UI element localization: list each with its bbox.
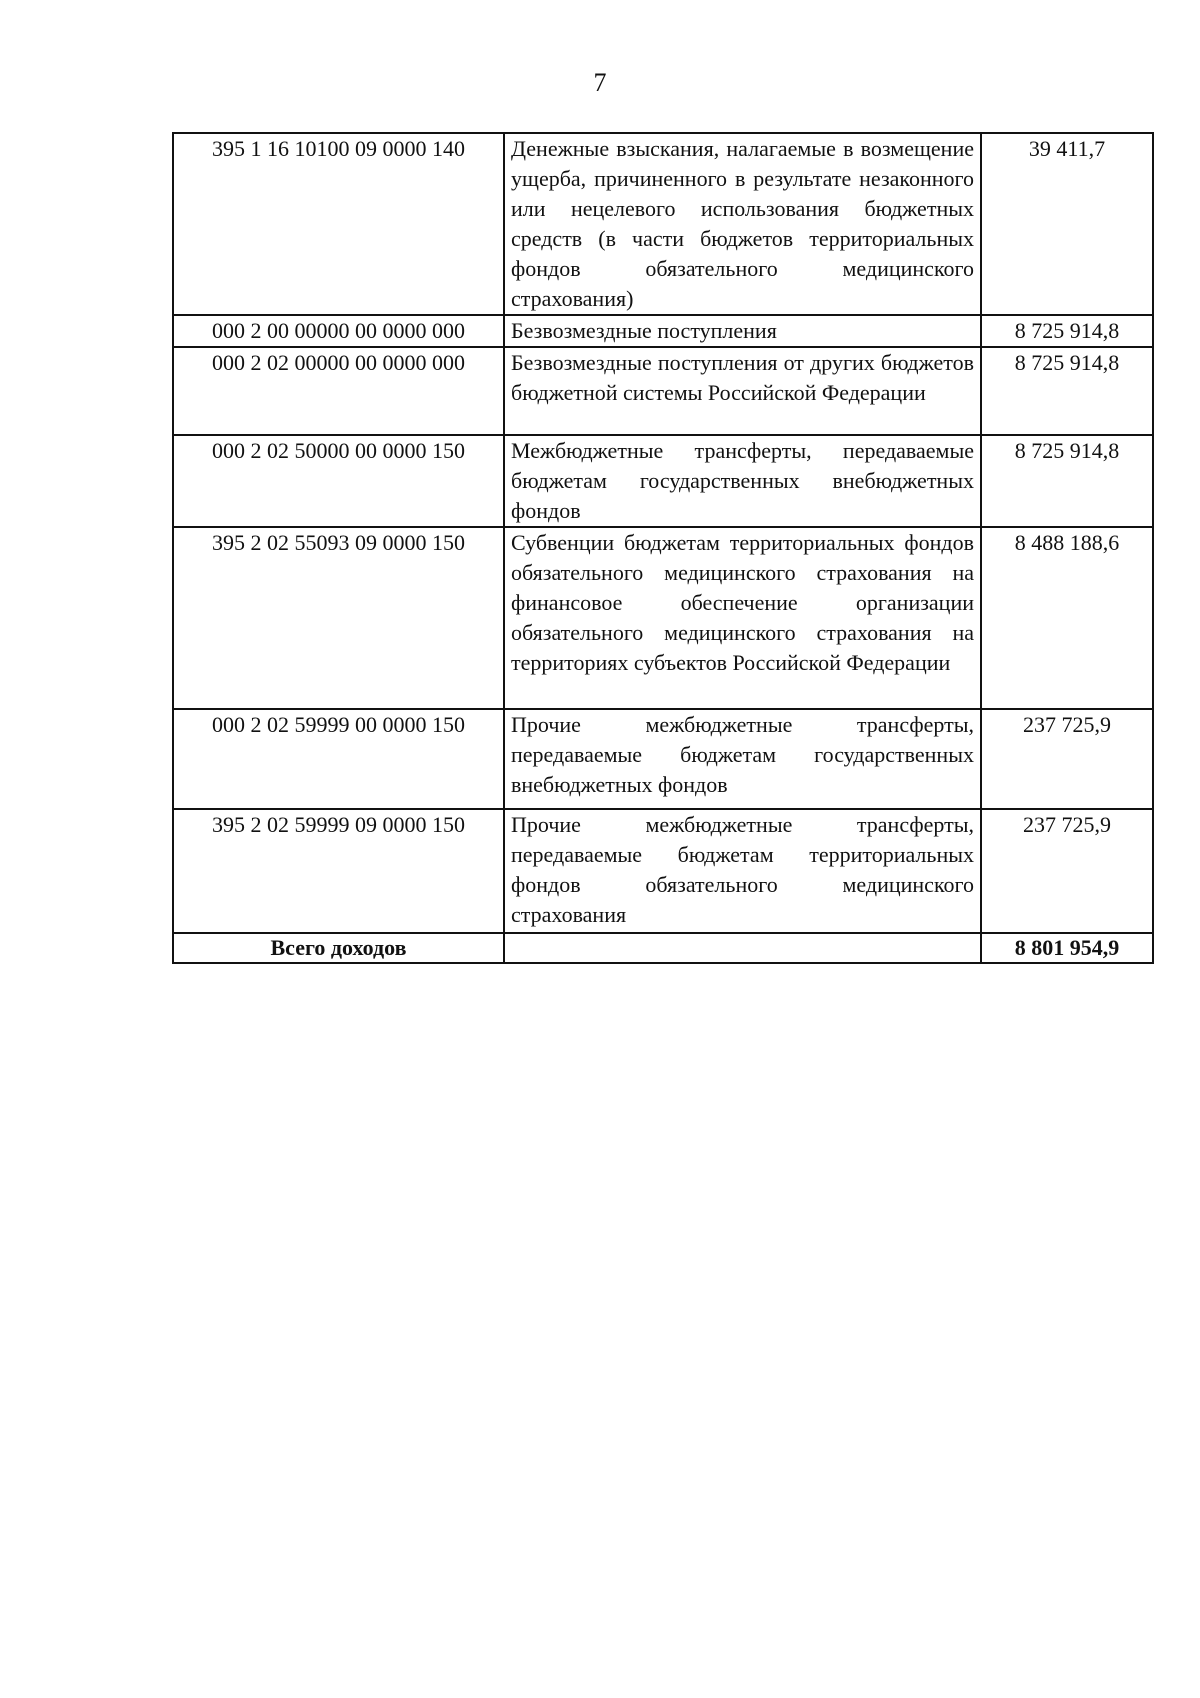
- page-number: 7: [593, 68, 607, 97]
- budget-code-cell: 000 2 02 50000 00 0000 150: [173, 435, 504, 527]
- table-row: [173, 809, 1153, 933]
- total-label-cell: Всего доходов: [173, 933, 504, 963]
- budget-code-cell: 395 1 16 10100 09 0000 140: [173, 133, 504, 315]
- revenue-name-cell: Межбюджетные трансферты, передаваемые бюджетам государственных внебюджетных фондов: [504, 435, 981, 527]
- revenue-table: [172, 132, 1154, 964]
- table-row: [173, 347, 1153, 435]
- budget-code-cell: 000 2 02 59999 00 0000 150: [173, 709, 504, 809]
- table-row: [173, 315, 1153, 347]
- budget-code-cell: 000 2 02 00000 00 0000 000: [173, 347, 504, 435]
- total-name-cell: [504, 933, 981, 963]
- table-row: [173, 527, 1153, 709]
- total-row: [173, 933, 1153, 963]
- amount-cell: 237 725,9: [981, 809, 1153, 933]
- amount-cell: 8 488 188,6: [981, 527, 1153, 709]
- budget-code-cell: 395 2 02 59999 09 0000 150: [173, 809, 504, 933]
- amount-cell: 8 725 914,8: [981, 315, 1153, 347]
- table-row: [173, 435, 1153, 527]
- revenue-name-cell: Безвозмездные поступления: [504, 315, 981, 347]
- table-row: [173, 133, 1153, 315]
- revenue-name-cell: Прочие межбюджетные трансферты, передаваемые бюджетам государственных внебюджетных фондов: [504, 709, 981, 809]
- budget-code-cell: 000 2 00 00000 00 0000 000: [173, 315, 504, 347]
- revenue-name-cell: Безвозмездные поступления от других бюджетов бюджетной системы Российской Федерации: [504, 347, 981, 435]
- budget-code-cell: 395 2 02 55093 09 0000 150: [173, 527, 504, 709]
- revenue-name-cell: Субвенции бюджетам территориальных фондов обязательного медицинского страхования на финансовое обеспечение организации обязательного медицинского страхования на территориях субъектов Российской Федерации: [504, 527, 981, 709]
- amount-cell: 39 411,7: [981, 133, 1153, 315]
- revenue-name-cell: Денежные взыскания, налагаемые в возмещение ущерба, причиненного в результате незаконного или нецелевого использования бюджетных средств (в части бюджетов территориальных фондов обязательного медицинского страхования): [504, 133, 981, 315]
- total-amount-cell: 8 801 954,9: [981, 933, 1153, 963]
- amount-cell: 8 725 914,8: [981, 347, 1153, 435]
- revenue-name-cell: Прочие межбюджетные трансферты, передаваемые бюджетам территориальных фондов обязательного медицинского страхования: [504, 809, 981, 933]
- amount-cell: 237 725,9: [981, 709, 1153, 809]
- table-row: [173, 709, 1153, 809]
- amount-cell: 8 725 914,8: [981, 435, 1153, 527]
